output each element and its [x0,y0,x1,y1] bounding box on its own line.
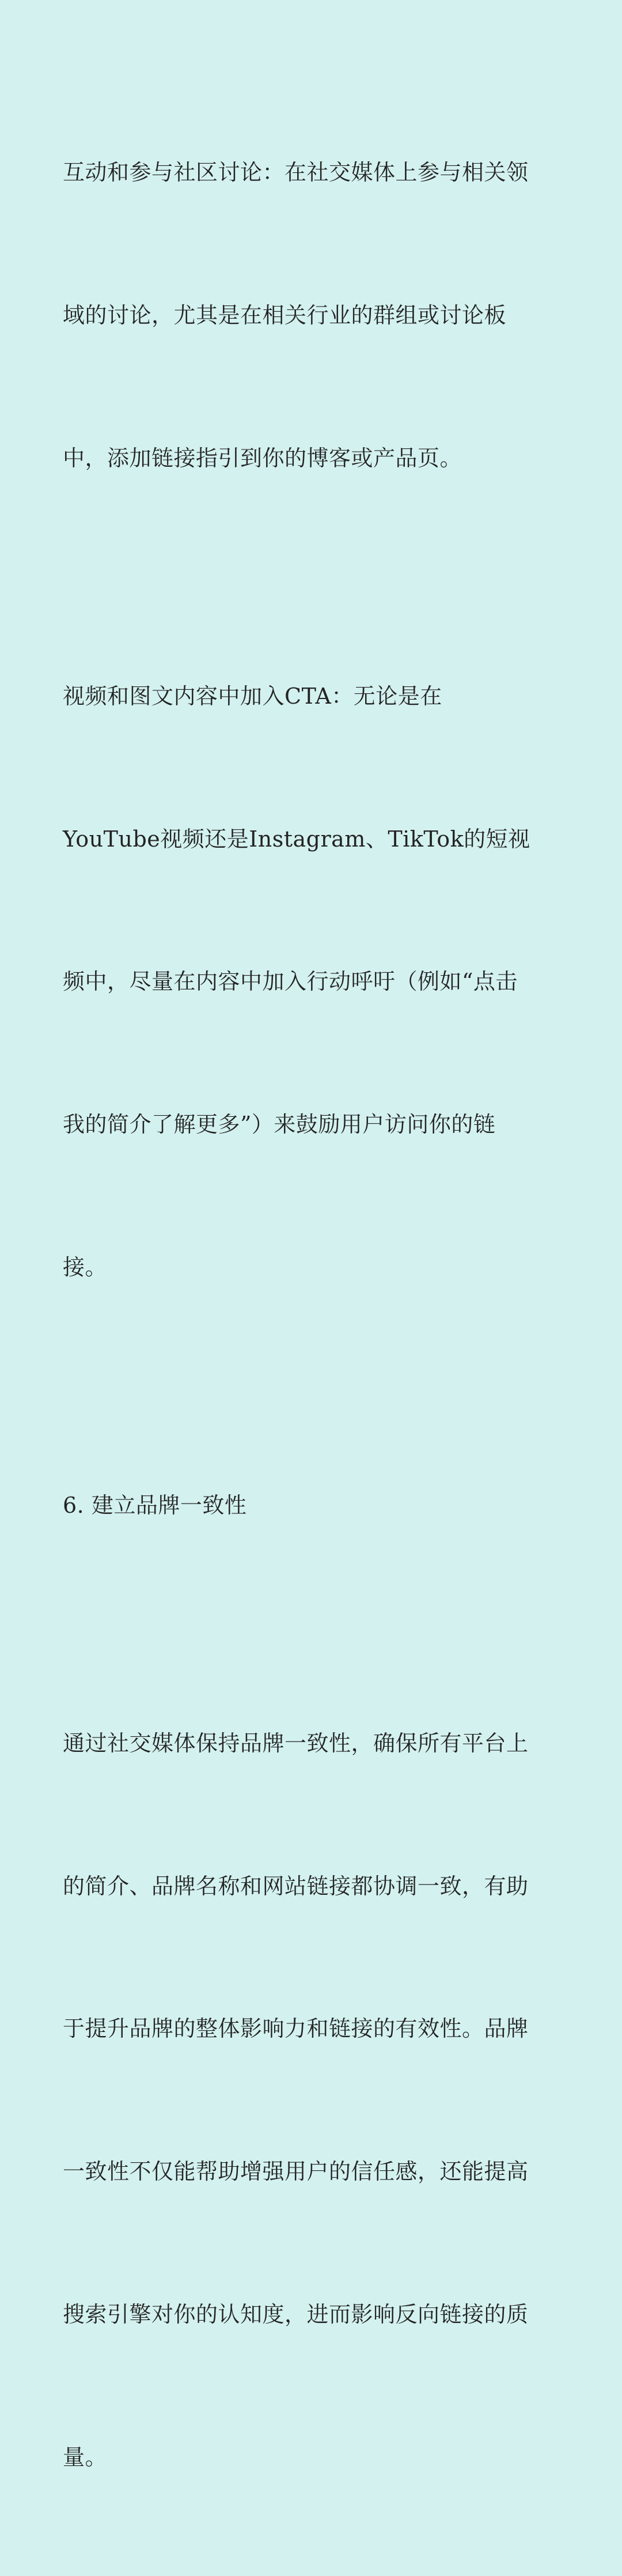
text-line: 的简介、品牌名称和网站链接都协调一致，有助 [63,1873,529,1899]
paragraph-brand-consistency [63,1625,542,2576]
section-heading [63,1387,542,1625]
text-line: 于提升品牌的整体影响力和链接的有效性。品牌 [63,2016,529,2042]
article-body [63,54,542,2576]
text-line: 视频和图文内容中加入CTA：无论是在 [63,683,442,709]
paragraph-cta [63,577,542,1387]
text-line: 搜索引擎对你的认知度，进而影响反向链接的质 [63,2301,529,2327]
text-line: 通过社交媒体保持品牌一致性，确保所有平台上 [63,1730,529,1756]
text-line: 我的简介了解更多”）来鼓励用户访问你的链 [63,1112,496,1138]
text-line: 域的讨论，尤其是在相关行业的群组或讨论板 [63,302,507,328]
paragraph-community-discussion [63,54,542,577]
heading-text: 6. 建立品牌一致性 [63,1492,247,1518]
text-line: 频中，尽量在内容中加入行动呼吁（例如“点击 [63,969,518,995]
text-line: 一致性不仅能帮助增强用户的信任感，还能提高 [63,2159,529,2185]
text-line: YouTube视频还是Instagram、TikTok的短视 [63,826,530,852]
text-line: 互动和参与社区讨论：在社交媒体上参与相关领 [63,160,529,186]
text-line: 接。 [63,1254,108,1280]
text-line: 中，添加链接指引到你的博客或产品页。 [63,445,462,471]
text-line: 量。 [63,2444,108,2470]
